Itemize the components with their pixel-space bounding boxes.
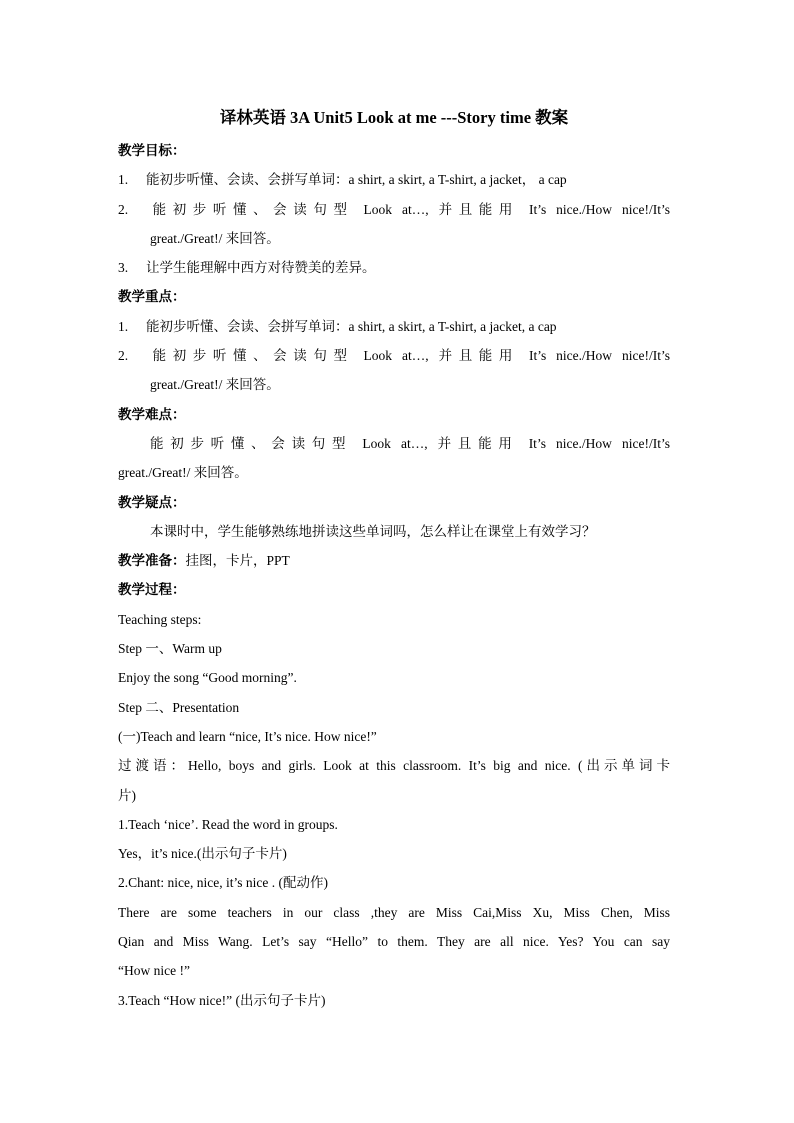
- item-number: 1.: [118, 318, 129, 334]
- process-line: Step 一、Warm up: [118, 641, 222, 657]
- doubts-text: 本课时中，学生能够熟练地拼读这些单词吗，怎么样让在课堂上有效学习？: [150, 523, 596, 539]
- document-title: 译林英语 3A Unit5 Look at me ---Story time 教案: [219, 108, 569, 127]
- process-line: Enjoy the song “Good morning”.: [118, 670, 297, 686]
- process-line: 2.Chant: nice, nice, it’s nice . (配动作): [118, 875, 328, 891]
- process-line: Step 二、Presentation: [118, 699, 240, 715]
- item-text: 能初步听懂、会读、会拼写单词：a shirt, a skirt, a T-shirt, a jacket, a cap: [146, 318, 557, 334]
- key-point-item-2-continued: great./Great!/ 来回答。: [150, 377, 280, 393]
- process-line-last: 3.Teach “How nice!” (出示句子卡片): [118, 992, 326, 1008]
- paragraph-line-2: Qian and Miss Wang. Let’s say “Hello” to them. They are all nice. Yes? You can say: [118, 934, 670, 950]
- difficulties-text-line-2: great./Great!/ 来回答。: [118, 465, 248, 481]
- item-text: 能初步听懂、会读、会拼写单词：a shirt, a skirt, a T-shirt, a jacket， a cap: [146, 172, 567, 188]
- transition-line-1: 过渡语：Hello, boys and girls. Look at this classroom. It’s big and nice. (出示单词卡: [118, 758, 670, 774]
- doubts-heading: 教学疑点：: [118, 494, 186, 510]
- process-line: Yes，it’s nice.(出示句子卡片): [118, 846, 287, 862]
- objectives-section: [118, 136, 670, 282]
- difficulties-heading: 教学难点：: [118, 406, 186, 422]
- document-page: [118, 103, 670, 1015]
- item-text: 能初步听懂、会读句型 Look at…, 并且能用 It’s nice./How nice!/It’s: [146, 201, 670, 217]
- doubts-section: [118, 488, 670, 547]
- paragraph-line-3: “How nice !”: [118, 963, 190, 979]
- item-number: 2.: [118, 201, 129, 217]
- process-line: Teaching steps:: [118, 611, 202, 627]
- objective-item-2-continued: great./Great!/ 来回答。: [150, 230, 280, 246]
- process-line: 1.Teach ‘nice’. Read the word in groups.: [118, 816, 338, 832]
- objectives-heading: 教学目标：: [118, 143, 186, 158]
- item-number: 1.: [118, 172, 129, 188]
- item-number: 2.: [118, 348, 129, 364]
- process-heading: 教学过程：: [118, 582, 186, 598]
- objective-item-1: [118, 165, 670, 194]
- difficulties-section: [118, 400, 670, 488]
- key-points-section: [118, 282, 670, 399]
- objective-item-3: [118, 253, 670, 282]
- key-points-heading: 教学重点：: [118, 289, 186, 305]
- key-point-item-1: [118, 312, 670, 341]
- objective-item-2: [118, 195, 670, 224]
- item-text: 能初步听懂、会读句型 Look at…, 并且能用 It’s nice./How nice!/It’s: [146, 348, 670, 364]
- preparation-value: 挂图，卡片，PPT: [185, 553, 290, 569]
- process-line: (一)Teach and learn “nice, It’s nice. How nice!”: [118, 728, 377, 744]
- key-point-item-2: [118, 341, 670, 370]
- preparation-line: [118, 546, 670, 575]
- item-number: 3.: [118, 260, 129, 276]
- difficulties-text-line-1: 能初步听懂、会读句型 Look at…, 并且能用 It’s nice./How nice!/It’s: [150, 435, 670, 451]
- paragraph-line-1: There are some teachers in our class ,they are Miss Cai,Miss Xu, Miss Chen, Miss: [118, 904, 670, 920]
- preparation-heading: 教学准备：: [118, 553, 186, 569]
- process-section: [118, 575, 670, 1014]
- item-text: 让学生能理解中西方对待赞美的差异。: [146, 260, 376, 276]
- transition-line-2: 片): [118, 787, 136, 803]
